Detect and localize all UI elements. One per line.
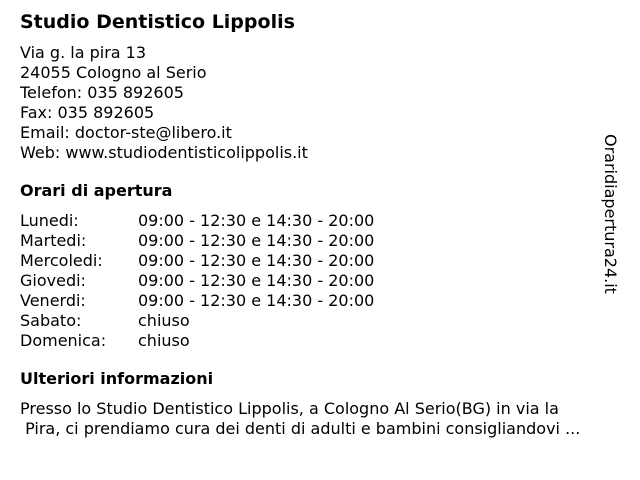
day-label: Lunedi:: [20, 211, 79, 230]
time-value: 09:00 - 12:30 e 14:30 - 20:00: [138, 271, 375, 290]
time-value: chiuso: [138, 311, 190, 330]
day-label: Mercoledi:: [20, 251, 103, 270]
watermark-text: Oraridiapertura24.it: [601, 134, 620, 294]
business-card: [20, 10, 620, 439]
hours-row-sunday: [20, 331, 620, 351]
hours-row-monday: [20, 211, 620, 231]
hours-row-wednesday: [20, 251, 620, 271]
more-info-line: Pira, ci prendiamo cura dei denti di adulti e bambini consigliandovi ...: [20, 419, 581, 438]
time-value: 09:00 - 12:30 e 14:30 - 20:00: [138, 231, 375, 250]
time-value: 09:00 - 12:30 e 14:30 - 20:00: [138, 211, 375, 230]
address-street: Via g. la pira 13: [20, 43, 147, 62]
day-label: Sabato:: [20, 311, 82, 330]
phone-number: Telefon: 035 892605: [20, 83, 184, 102]
address-city: 24055 Cologno al Serio: [20, 63, 207, 82]
day-label: Giovedi:: [20, 271, 86, 290]
day-label: Domenica:: [20, 331, 107, 350]
opening-hours-table: [20, 211, 620, 351]
hours-row-friday: [20, 291, 620, 311]
hours-row-saturday: [20, 311, 620, 331]
hours-row-tuesday: [20, 231, 620, 251]
more-info-heading: Ulteriori informazioni: [20, 369, 214, 388]
fax-number: Fax: 035 892605: [20, 103, 155, 122]
business-name: Studio Dentistico Lippolis: [20, 11, 295, 33]
time-value: chiuso: [138, 331, 190, 350]
day-label: Martedi:: [20, 231, 87, 250]
day-label: Venerdi:: [20, 291, 86, 310]
website-link[interactable]: Web: www.studiodentisticolippolis.it: [20, 143, 308, 162]
time-value: 09:00 - 12:30 e 14:30 - 20:00: [138, 251, 375, 270]
opening-hours-heading: Orari di apertura: [20, 181, 173, 200]
hours-row-thursday: [20, 271, 620, 291]
email-address[interactable]: Email: doctor-ste@libero.it: [20, 123, 232, 142]
more-info-text: [20, 399, 620, 439]
time-value: 09:00 - 12:30 e 14:30 - 20:00: [138, 291, 375, 310]
watermark: [598, 134, 640, 320]
contact-info: [20, 43, 620, 163]
more-info-line: Presso lo Studio Dentistico Lippolis, a Cologno Al Serio(BG) in via la: [20, 399, 559, 418]
